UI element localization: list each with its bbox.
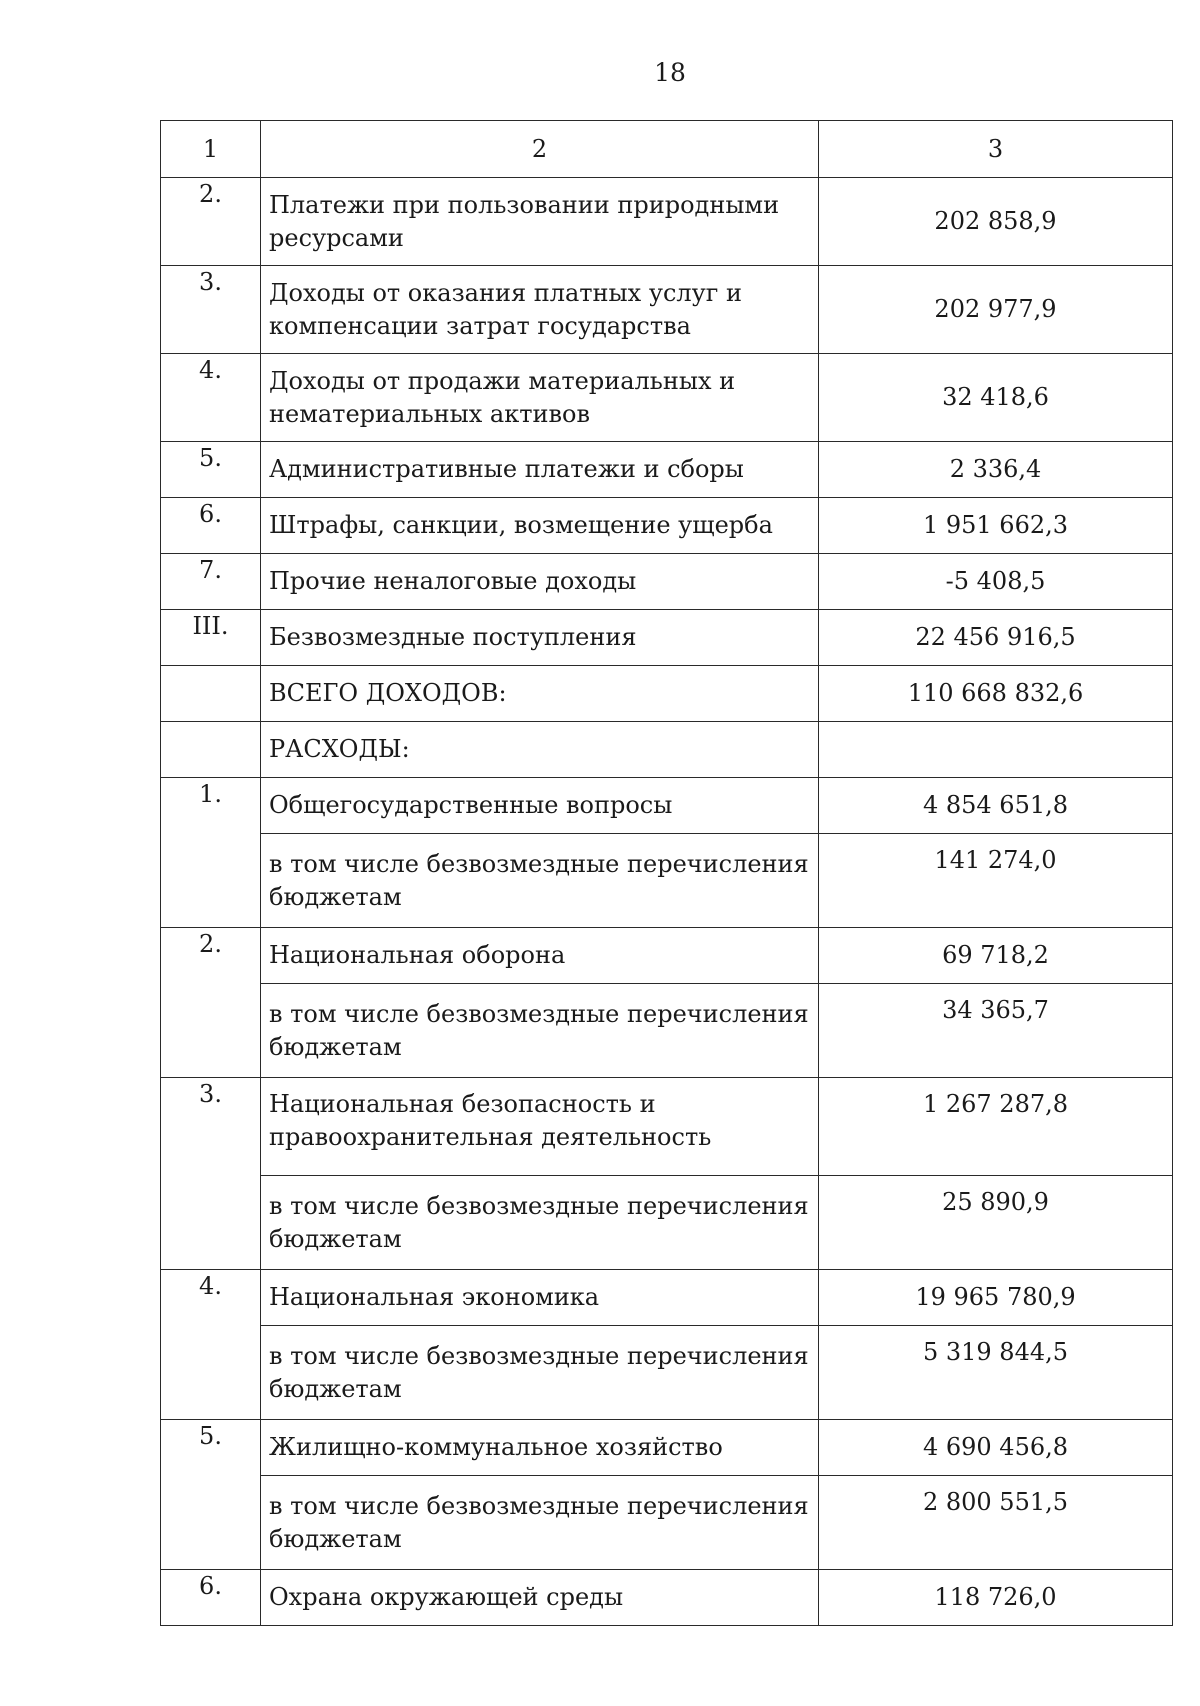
- subrow-name: в том числе безвозмездные перечисления бюджетам: [261, 1476, 819, 1570]
- subrow-name: в том числе безвозмездные перечисления бюджетам: [261, 984, 819, 1078]
- row-name: Прочие неналоговые доходы: [261, 554, 819, 610]
- row-value: 2 336,4: [819, 442, 1173, 498]
- budget-table: [160, 120, 1173, 1626]
- row-name: Доходы от оказания платных услуг и компенсации затрат государства: [261, 266, 819, 354]
- column-header: 2: [261, 121, 819, 178]
- subrow-value: 34 365,7: [819, 984, 1173, 1078]
- table-row: [161, 1078, 1173, 1176]
- subrow-name: в том числе безвозмездные перечисления бюджетам: [261, 1326, 819, 1420]
- row-number: 4.: [161, 1270, 261, 1420]
- table-row: [161, 928, 1173, 984]
- row-number: 1.: [161, 778, 261, 928]
- row-number: 5.: [161, 442, 261, 498]
- row-value: [819, 722, 1173, 778]
- row-name: Национальная безопасность и правоохранительная деятельность: [261, 1078, 819, 1176]
- table-row: [161, 610, 1173, 666]
- row-value: 110 668 832,6: [819, 666, 1173, 722]
- table-header-row: [161, 121, 1173, 178]
- row-number: 4.: [161, 354, 261, 442]
- row-number: [161, 666, 261, 722]
- row-value: 1 951 662,3: [819, 498, 1173, 554]
- row-number: III.: [161, 610, 261, 666]
- table-subrow: [161, 1326, 1173, 1420]
- table-subrow: [161, 1176, 1173, 1270]
- subrow-value: 25 890,9: [819, 1176, 1173, 1270]
- subrow-value: 2 800 551,5: [819, 1476, 1173, 1570]
- row-name: Безвозмездные поступления: [261, 610, 819, 666]
- table-row: [161, 498, 1173, 554]
- subrow-name: в том числе безвозмездные перечисления бюджетам: [261, 1176, 819, 1270]
- row-value: -5 408,5: [819, 554, 1173, 610]
- row-number: 2.: [161, 178, 261, 266]
- row-value: 202 858,9: [819, 178, 1173, 266]
- row-number: 7.: [161, 554, 261, 610]
- table-row: [161, 1420, 1173, 1476]
- row-value: 22 456 916,5: [819, 610, 1173, 666]
- subrow-name: в том числе безвозмездные перечисления бюджетам: [261, 834, 819, 928]
- table-row-total-income: [161, 666, 1173, 722]
- row-name: Общегосударственные вопросы: [261, 778, 819, 834]
- row-value: 1 267 287,8: [819, 1078, 1173, 1176]
- row-name: Штрафы, санкции, возмещение ущерба: [261, 498, 819, 554]
- row-name: Национальная экономика: [261, 1270, 819, 1326]
- row-number: 6.: [161, 1570, 261, 1626]
- row-number: 3.: [161, 266, 261, 354]
- row-name: Административные платежи и сборы: [261, 442, 819, 498]
- row-name: РАСХОДЫ:: [261, 722, 819, 778]
- subrow-value: 141 274,0: [819, 834, 1173, 928]
- row-name: Платежи при пользовании природными ресурсами: [261, 178, 819, 266]
- row-name: Жилищно-коммунальное хозяйство: [261, 1420, 819, 1476]
- row-value: 32 418,6: [819, 354, 1173, 442]
- table-row: [161, 554, 1173, 610]
- row-value: 19 965 780,9: [819, 1270, 1173, 1326]
- row-value: 118 726,0: [819, 1570, 1173, 1626]
- table-row: [161, 778, 1173, 834]
- table-row: [161, 354, 1173, 442]
- row-value: 69 718,2: [819, 928, 1173, 984]
- row-value: 4 854 651,8: [819, 778, 1173, 834]
- table-subrow: [161, 1476, 1173, 1570]
- table-row: [161, 1270, 1173, 1326]
- row-name: Охрана окружающей среды: [261, 1570, 819, 1626]
- row-name: Доходы от продажи материальных и нематериальных активов: [261, 354, 819, 442]
- table-row: [161, 178, 1173, 266]
- row-name: ВСЕГО ДОХОДОВ:: [261, 666, 819, 722]
- column-header: 1: [161, 121, 261, 178]
- table-row: [161, 1570, 1173, 1626]
- row-value: 202 977,9: [819, 266, 1173, 354]
- table-subrow: [161, 984, 1173, 1078]
- row-name: Национальная оборона: [261, 928, 819, 984]
- table-row-expenses-heading: [161, 722, 1173, 778]
- subrow-value: 5 319 844,5: [819, 1326, 1173, 1420]
- row-number: [161, 722, 261, 778]
- row-value: 4 690 456,8: [819, 1420, 1173, 1476]
- row-number: 6.: [161, 498, 261, 554]
- row-number: 3.: [161, 1078, 261, 1270]
- table-subrow: [161, 834, 1173, 928]
- table-row: [161, 266, 1173, 354]
- page-number: 18: [654, 58, 686, 87]
- table-row: [161, 442, 1173, 498]
- column-header: 3: [819, 121, 1173, 178]
- row-number: 5.: [161, 1420, 261, 1570]
- row-number: 2.: [161, 928, 261, 1078]
